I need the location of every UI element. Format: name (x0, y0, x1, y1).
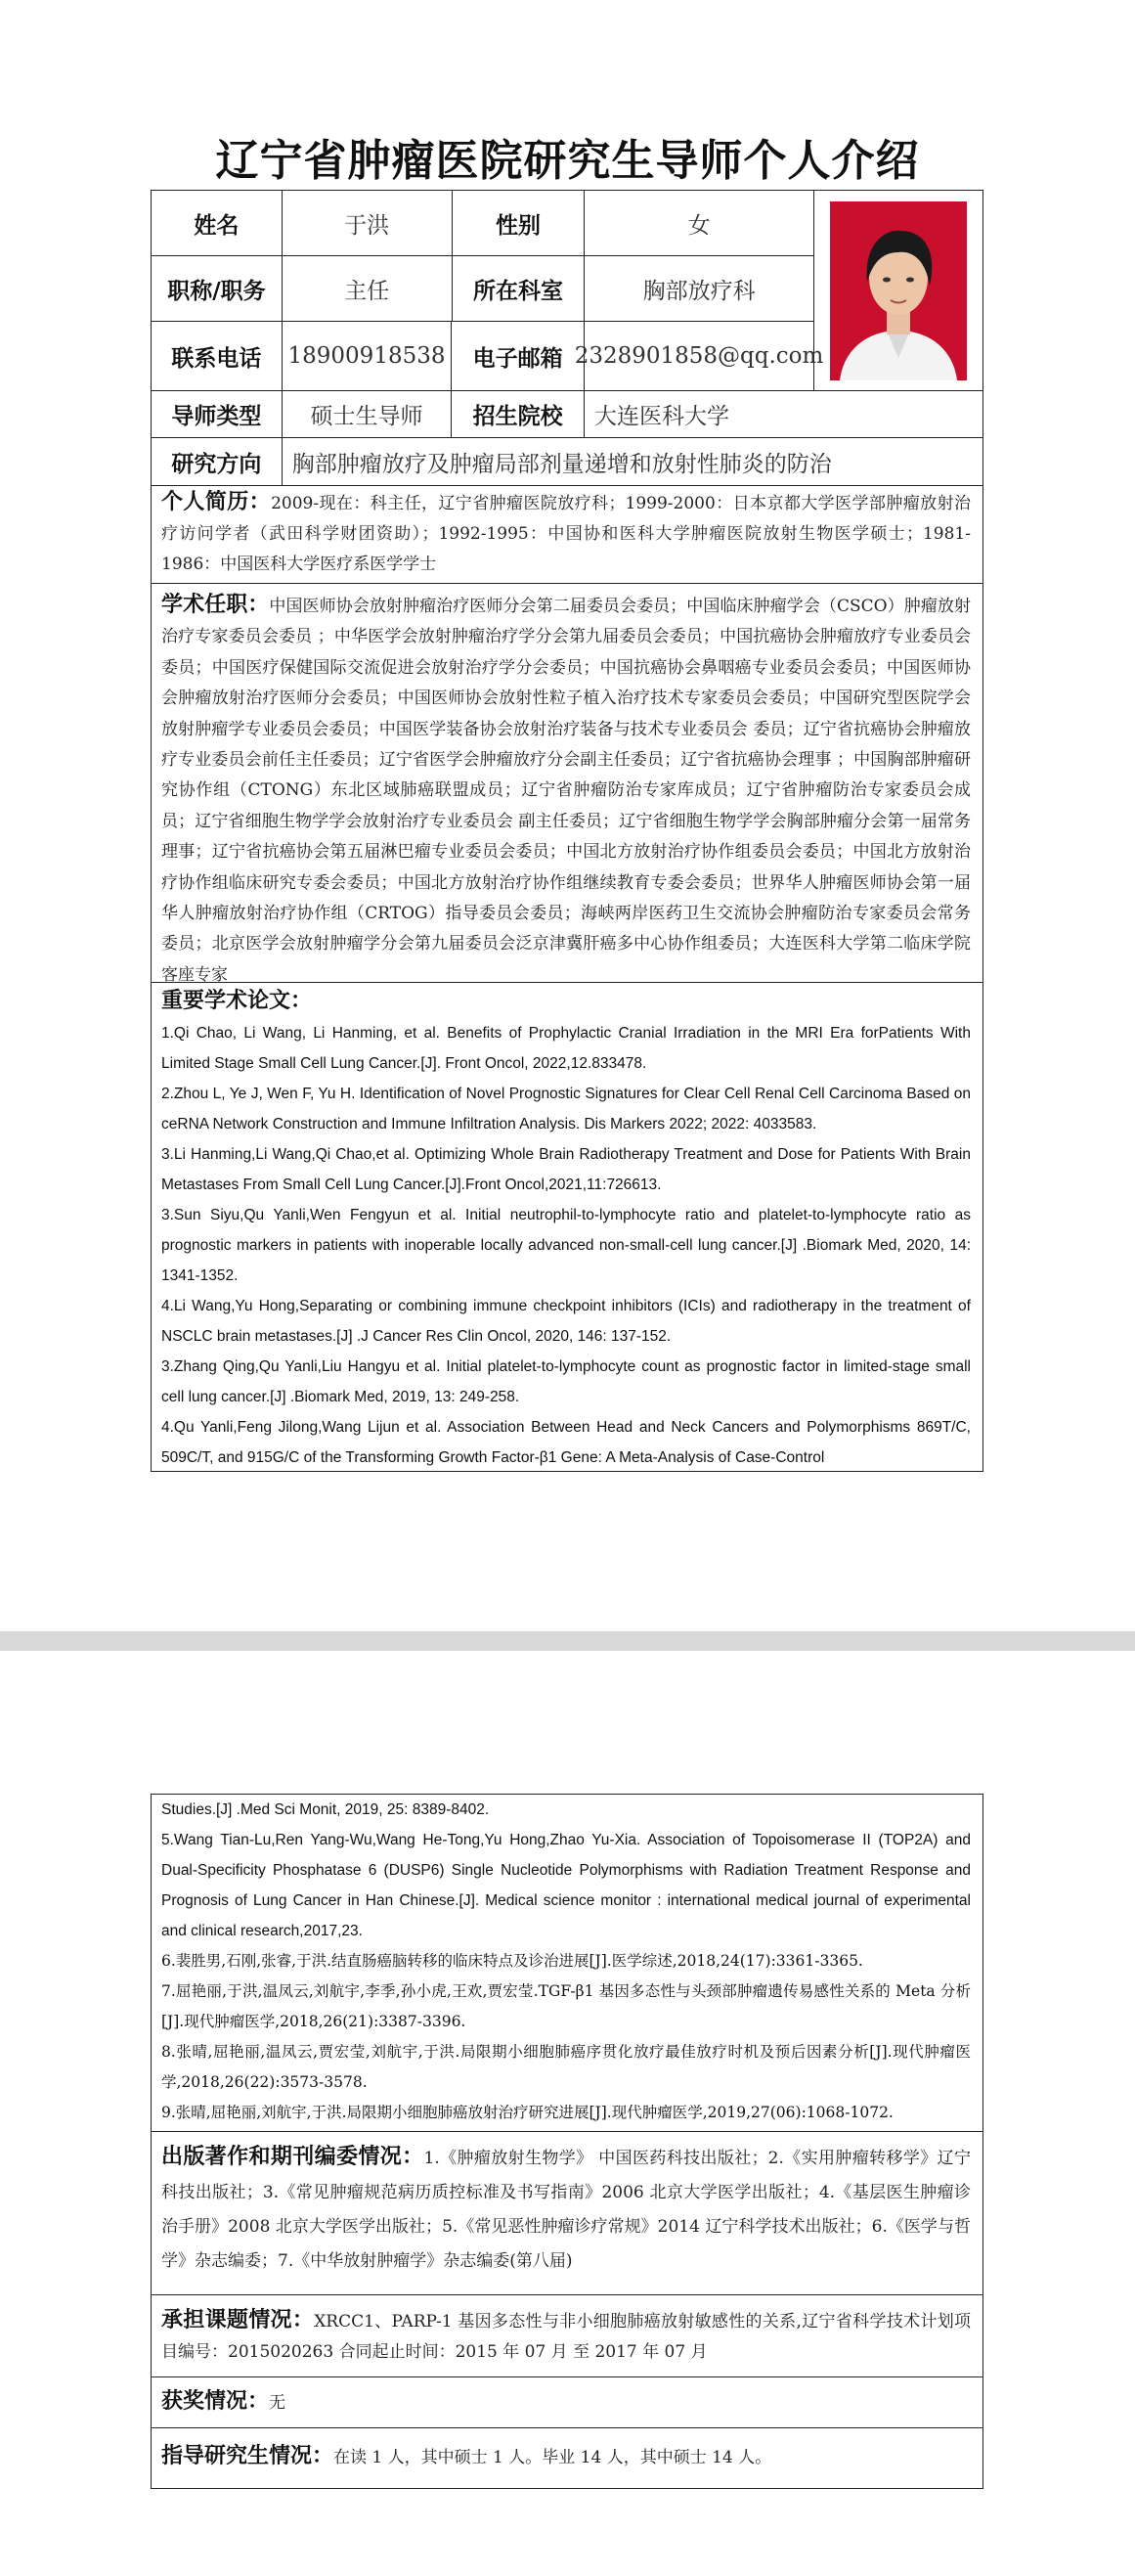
dept-value: 胸部放疗科 (642, 278, 756, 304)
resume-label: 个人简历： (161, 490, 272, 514)
resume-text: 2009-现在：科主任，辽宁省肿瘤医院放疗科；1999-2000：日本京都大学医学部肿瘤放射治疗访问学者（武田科学财团资助）；1992-1995：中国协和医科大学肿瘤医院放射生物医学硕士；1981-1986：中国医科大学医疗系医学学士 (161, 494, 971, 574)
paper-item: 6.裴胜男,石刚,张睿,于洪.结直肠癌脑转移的临床特点及诊治进展[J].医学综述,2018,24(17):3361-3365. (161, 1952, 863, 1970)
paper-item: 3.Zhang Qing,Qu Yanli,Liu Hangyu et al. Initial platelet-to-lymphocyte count as prognostic factor in limited-stage small cell lung cancer.[J] .Biomark Med, 2019, 13: 249-258. (161, 1358, 971, 1405)
name-label: 姓名 (152, 191, 283, 255)
phone-value: 18900918538 (283, 322, 453, 390)
paper-item: 2.Zhou L, Ye J, Wen F, Yu H. Identification of Novel Prognostic Signatures for Clear Cell Renal Cell Carcinoma Based on ceRNA Network Construction and Immune Infiltration Analysis. Dis Markers 2022; 2022: 4033583. (161, 1086, 971, 1133)
row-research (152, 438, 982, 485)
page-2 (0, 1651, 1135, 2576)
gender-label: 性别 (453, 191, 586, 255)
students-section (151, 2428, 983, 2489)
projects-text: XRCC1、PARP-1 基因多态性与非小细胞肺癌放射敏感性的关系,辽宁省科学技术计划项目编号：2015020263 合同起止时间：2015 年 07 月 至 2017 年 07 月 (161, 2312, 971, 2362)
books-section (151, 2132, 983, 2295)
portrait-icon (830, 201, 967, 380)
page-title: 辽宁省肿瘤医院研究生导师个人介绍 (215, 136, 920, 186)
school-value: 大连医科大学 (593, 404, 729, 429)
paper-item: 1.Qi Chao, Li Wang, Li Hanming, et al. Benefits of Prophylactic Cranial Irradiation in the MRI Era forPatients With Limited Stage Small Cell Lung Cancer.[J]. Front Oncol, 2022,12.833478. (161, 1025, 971, 1072)
paper-item: 7.屈艳丽,于洪,温凤云,刘航宇,李季,孙小虎,王欢,贾宏莹.TGF-β1 基因多态性与头颈部肿瘤遗传易感性关系的 Meta 分析[J].现代肿瘤医学,2018,26(21):3387-3396. (161, 1982, 971, 2030)
books-label: 出版著作和期刊编委情况： (161, 2145, 424, 2169)
mentor-type-value: 硕士生导师 (283, 391, 453, 437)
awards-label: 获奖情况： (161, 2389, 270, 2414)
row-title (152, 256, 813, 322)
students-label: 指导研究生情况： (161, 2444, 334, 2468)
awards-text: 无 (269, 2393, 286, 2413)
paper-item: 4.Li Wang,Yu Hong,Separating or combining immune checkpoint inhibitors (ICIs) and radiotherapy in the treatment of NSCLC brain metastases.[J] .J Cancer Res Clin Oncol, 2020, 146: 137-152. (161, 1298, 971, 1345)
paper-item: 9.张晴,屈艳丽,刘航宇,于洪.局限期小细胞肺癌放射治疗研究进展[J].现代肿瘤医学,2019,27(06):1068-1072. (161, 2104, 894, 2121)
paper-item: 4.Qu Yanli,Feng Jilong,Wang Lijun et al. Association Between Head and Neck Cancers and Polymorphisms 869T/C, 509C/T, and 915G/C of the Transforming Growth Factor-β1 Gene: A Meta-Analysis of Case-Control (161, 1419, 971, 1466)
paper-item: 8.张晴,屈艳丽,温凤云,贾宏莹,刘航宇,于洪.局限期小细胞肺癌序贯化放疗最佳放疗时机及预后因素分析[J].现代肿瘤医学,2018,26(22):3573-3578. (161, 2043, 971, 2091)
school-label: 招生院校 (452, 391, 585, 437)
title-value: 主任 (283, 256, 453, 321)
title-label: 职称/职务 (152, 256, 283, 321)
research-value: 胸部肿瘤放疗及肿瘤局部剂量递增和放射性肺炎的防治 (291, 451, 832, 477)
awards-section (151, 2377, 983, 2428)
mentor-type-label: 导师类型 (152, 391, 283, 437)
paper-item: 3.Li Hanming,Li Wang,Qi Chao,et al. Optimizing Whole Brain Radiotherapy Treatment and Dose for Patients With Brain Metastases From Small Cell Lung Cancer.[J].Front Oncol,2021,11:726613. (161, 1146, 971, 1193)
academic-label: 学术任职： (161, 593, 270, 617)
phone-label: 联系电话 (152, 322, 283, 390)
page-separator (0, 1631, 1135, 1651)
dept-label: 所在科室 (453, 256, 586, 321)
photo-cell (814, 191, 982, 390)
projects-label: 承担课题情况： (161, 2308, 315, 2332)
research-label: 研究方向 (152, 438, 283, 485)
resume-section (151, 481, 983, 584)
books-text: 1.《肿瘤放射生物学》 中国医药科技出版社；2.《实用肿瘤转移学》辽宁科技出版社；3.《常见肿瘤规范病历质控标准及书写指南》2006 北京大学医学出版社；4.《基层医生肿瘤诊治手册》2008 北京大学医学出版社；5.《常见恶性肿瘤诊疗常规》2014 辽宁科学技术出版社；6.《医学与哲学》杂志编委；7.《中华放射肿瘤学》杂志编委(第八届) (161, 2149, 971, 2271)
gender-value: 女 (687, 212, 711, 239)
paper-item: 5.Wang Tian-Lu,Ren Yang-Wu,Wang He-Tong,Yu Hong,Zhao Yu-Xia. Association of Topoisomerase II (TOP2A) and Dual-Specificity Phosphatase 6 (DUSP6) Single Nucleotide Polymorphisms with Radiation Treatment Response and Prognosis of Lung Cancer in Han Chinese.[J]. Medical science monitor : international medical journal of experimental and clinical research,2017,23. (161, 1832, 971, 1939)
email-label: 电子邮箱 (452, 322, 585, 390)
portrait-photo (830, 201, 967, 380)
row-mentor (152, 391, 982, 438)
row-name (152, 191, 813, 256)
papers-label: 重要学术论文： (161, 989, 313, 1013)
students-text: 在读 1 人，其中硕士 1 人。毕业 14 人，其中硕士 14 人。 (333, 2448, 772, 2467)
info-table (151, 190, 983, 486)
name-value: 于洪 (283, 191, 453, 255)
paper-item: Studies.[J] .Med Sci Monit, 2019, 25: 8389-8402. (161, 1801, 490, 1818)
papers-section-page1 (151, 983, 983, 1472)
paper-item: 3.Sun Siyu,Qu Yanli,Wen Fengyun et al. Initial neutrophil-to-lymphocyte ratio and platelet-to-lymphocyte ratio as prognostic markers in patients with inoperable locally advanced non-small-cell lung cancer.[J] .Biomark Med, 2020, 14: 1341-1352. (161, 1207, 971, 1284)
academic-text: 中国医师协会放射肿瘤治疗医师分会第二届委员会委员；中国临床肿瘤学会（CSCO）肿瘤放射治疗专家委员会委员 ；中华医学会放射肿瘤治疗学分会第九届委员会委员；中国抗癌协会肿瘤放疗专业委员会委员；中国医疗保健国际交流促进会放射治疗学分会委员；中国抗癌协会鼻咽癌专业委员会委员；中国医师协会肿瘤放射治疗医师分会委员；中国医师协会放射性粒子植入治疗技术专家委员会委员；中国研究型医院学会放射肿瘤学专业委员会委员；中国医学装备协会放射治疗装备与技术专业委员会 委员；辽宁省抗癌协会肿瘤放疗专业委员会前任主任委员；辽宁省医学会肿瘤放疗分会副主任委员；辽宁省抗癌协会理事 ；中国胸部肿瘤研究协作组（CTONG）东北区域肺癌联盟成员；辽宁省肿瘤防治专家库成员；辽宁省肿瘤防治专家委员会成员；辽宁省细胞生物学学会放射治疗专业委员会 副主任委员；辽宁省细胞生物学学会胸部肿瘤分会第一届常务理事；辽宁省抗癌协会第五届淋巴瘤专业委员会委员；中国北方放射治疗协作组委员会委员；中国北方放射治疗协作组临床研究专委会委员；中国北方放射治疗协作组继续教育专委会委员；世界华人肿瘤医师协会第一届华人肿瘤放射治疗协作组（CRTOG）指导委员会委员；海峡两岸医药卫生交流协会肿瘤防治专家委员会常务委员；北京医学会放射肿瘤学分会第九届委员会泛京津冀肝癌多中心协作组委员；大连医科大学第二临床学院客座专家 (161, 597, 971, 985)
academic-section (151, 584, 983, 983)
papers-section-page2 (151, 1794, 983, 2132)
email-value: 2328901858@qq.com (574, 343, 824, 369)
row-contact (152, 322, 824, 390)
projects-section (151, 2295, 983, 2377)
